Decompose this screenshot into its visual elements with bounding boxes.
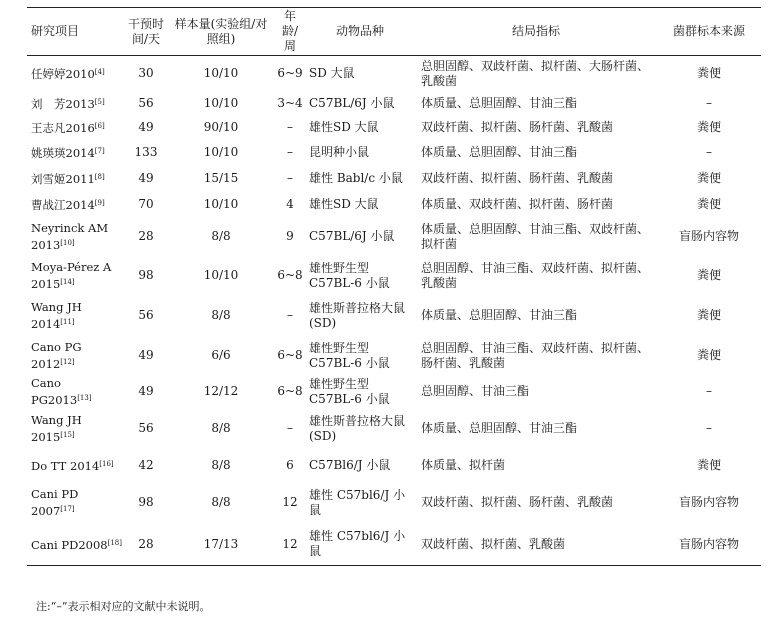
outcome-cell: 双歧杆菌、拟杆菌、肠杆菌、乳酸菌 (421, 495, 614, 509)
age-cell: 3~4 (277, 96, 303, 110)
time-cell: 70 (138, 197, 154, 211)
table-row (27, 56, 761, 92)
outcome-cell: 双歧杆菌、拟杆菌、乳酸菌 (415, 524, 657, 566)
sample-cell: 8/8 (211, 229, 231, 243)
sample-cell: 10/10 (203, 66, 239, 81)
outcome-cell: 总胆固醇、甘油三酯、双歧杆菌、拟杆菌、乳酸菌 (421, 260, 650, 290)
time-cell: 133 (134, 145, 158, 159)
outcome-cell: 体质量、总胆固醇、甘油三酯 (421, 145, 578, 159)
source-cell: 盲肠内容物 (678, 229, 739, 243)
time-cell: 56 (138, 308, 154, 322)
header-outcome: 结局指标 (415, 8, 657, 56)
species-cell: 雄性野生型 C57BL-6 小鼠 (309, 376, 390, 406)
table-row (27, 450, 761, 482)
species-cell: 昆明种小鼠 (309, 145, 370, 159)
sample-cell: 8/8 (211, 308, 231, 322)
species-cell: C57Bl6/J 小鼠 (309, 458, 391, 472)
sample-cell: 90/10 (203, 120, 239, 134)
outcome-cell: 双歧杆菌、拟杆菌、肠杆菌、乳酸菌 (421, 171, 614, 185)
outcome-cell: 体质量、总胆固醇、甘油三酯 (421, 96, 578, 110)
age-cell: 9 (286, 229, 294, 243)
project-cell (27, 524, 125, 566)
species-cell: 雄性SD 大鼠 (309, 197, 379, 211)
sample-cell: 10/10 (203, 96, 239, 110)
table-row (27, 336, 761, 376)
table-row (27, 524, 761, 566)
outcome-cell: 双歧杆菌、拟杆菌、肠杆菌、乳酸菌 (421, 120, 614, 134)
species-cell: 雄性野生型 C57BL-6 小鼠 (309, 340, 390, 370)
study-name: 刘 芳2013 (31, 97, 95, 111)
project-cell (27, 116, 125, 140)
time-cell: 49 (138, 171, 154, 185)
study-name: Cani PD 2007 (31, 486, 79, 518)
species-cell: 雄性 C57bl6/J 小鼠 (309, 487, 406, 517)
time-cell: 49 (138, 384, 154, 398)
project-cell (27, 92, 125, 116)
source-cell: 粪便 (696, 348, 721, 362)
time-cell: 98 (138, 268, 154, 282)
age-cell: 6~8 (277, 384, 303, 398)
table-row (27, 116, 761, 140)
project-cell (27, 376, 125, 408)
outcome-cell: 体质量、拟杆菌 (421, 458, 506, 472)
table-row (27, 376, 761, 408)
source-cell: 粪便 (696, 458, 721, 472)
table-row (27, 256, 761, 296)
reference-marker: [14] (60, 277, 75, 286)
study-name: Wang JH 2015 (31, 412, 82, 444)
table-row (27, 296, 761, 336)
table-row (27, 218, 761, 256)
study-name: Do TT 2014 (31, 459, 100, 473)
source-cell: – (706, 145, 712, 159)
reference-marker: [7] (94, 147, 105, 155)
study-name: Cano PG 2012 (31, 339, 82, 371)
source-cell: 粪便 (696, 197, 721, 211)
study-name: 王志凡2016 (31, 121, 95, 135)
reference-marker: [17] (60, 504, 75, 513)
time-cell: 56 (138, 421, 154, 435)
species-cell: C57BL/6J 小鼠 (309, 96, 395, 110)
table-note: 注:“–”表示相对应的文献中未说明。 (36, 600, 211, 613)
reference-marker: [16] (99, 460, 114, 468)
age-cell: 12 (282, 495, 298, 509)
project-cell (27, 140, 125, 166)
reference-marker: [8] (94, 173, 105, 181)
header-row (27, 8, 761, 56)
project-cell (27, 296, 125, 336)
reference-marker: [13] (77, 393, 92, 402)
source-cell: 粪便 (696, 120, 721, 134)
sample-cell: 10/10 (203, 268, 239, 282)
study-name: Cani PD2008 (31, 537, 108, 552)
age-cell: 12 (275, 524, 305, 566)
time-cell: 42 (138, 458, 154, 472)
reference-marker: [15] (60, 430, 75, 439)
source-cell: 盲肠内容物 (678, 495, 739, 509)
table-row (27, 166, 761, 192)
species-cell: 雄性 C57bl6/J 小鼠 (305, 524, 415, 566)
source-cell: 粪便 (696, 66, 721, 81)
species-cell: 雄性野生型 C57BL-6 小鼠 (309, 260, 390, 290)
sample-cell: 15/15 (203, 171, 239, 185)
project-cell (27, 482, 125, 524)
source-cell: 盲肠内容物 (657, 524, 761, 566)
reference-marker: [4] (94, 68, 105, 77)
source-cell: – (706, 421, 712, 435)
reference-marker: [5] (94, 98, 105, 106)
species-cell: 雄性SD 大鼠 (309, 120, 379, 134)
reference-marker: [12] (60, 357, 75, 366)
age-cell: 4 (286, 197, 294, 211)
study-name: Moya-Pérez A 2015 (31, 259, 112, 291)
table-row (27, 192, 761, 218)
study-name: 刘雪姬2011 (31, 172, 95, 186)
age-cell: 6~8 (277, 268, 303, 282)
outcome-cell: 体质量、双歧杆菌、拟杆菌、肠杆菌 (421, 197, 614, 211)
time-cell: 28 (125, 524, 167, 566)
study-name: 曹战江2014 (31, 198, 95, 212)
outcome-cell: 总胆固醇、甘油三酯 (421, 384, 530, 398)
project-cell (27, 408, 125, 450)
study-name: Wang JH 2014 (31, 299, 82, 331)
table-row (27, 482, 761, 524)
species-cell: 雄性 Babl/c 小鼠 (309, 171, 403, 185)
project-cell (27, 218, 125, 256)
reference-marker: [6] (94, 122, 105, 130)
sample-cell: 10/10 (203, 145, 239, 159)
outcome-cell: 体质量、总胆固醇、甘油三酯、双歧杆菌、拟杆菌 (421, 221, 650, 251)
table-row (27, 408, 761, 450)
time-cell: 28 (138, 229, 154, 243)
source-cell: 粪便 (696, 308, 721, 322)
reference-marker: [18] (107, 538, 122, 547)
age-cell: – (287, 120, 293, 134)
outcome-cell: 总胆固醇、甘油三酯、双歧杆菌、拟杆菌、肠杆菌、乳酸菌 (421, 340, 650, 370)
project-cell (27, 192, 125, 218)
reference-marker: [9] (94, 199, 105, 207)
sample-cell: 6/6 (211, 348, 231, 362)
header-age: 年龄/周 (275, 8, 305, 56)
age-cell: 6~8 (277, 348, 303, 362)
project-cell (27, 336, 125, 376)
species-cell: SD 大鼠 (309, 66, 355, 81)
species-cell: 雄性斯普拉格大鼠(SD) (309, 300, 406, 330)
header-species: 动物品种 (305, 8, 415, 56)
time-cell: 49 (138, 120, 154, 134)
species-cell: 雄性斯普拉格大鼠(SD) (309, 413, 406, 443)
study-name: Neyrinck AM 2013 (31, 220, 109, 252)
sample-cell: 8/8 (211, 495, 231, 509)
study-name: 姚瑛瑛2014 (31, 146, 95, 160)
study-name: 任婷婷2010 (31, 67, 95, 82)
header-time: 干预时间/天 (125, 8, 167, 56)
study-table (27, 7, 761, 566)
source-cell: – (706, 384, 712, 398)
project-cell (27, 450, 125, 482)
header-source: 菌群标本来源 (657, 8, 761, 56)
sample-cell: 10/10 (203, 197, 239, 211)
age-cell: – (287, 308, 293, 322)
source-cell: – (706, 96, 712, 110)
sample-cell: 17/13 (167, 524, 275, 566)
time-cell: 30 (138, 66, 154, 81)
reference-marker: [10] (60, 238, 75, 247)
age-cell: 6~9 (277, 66, 303, 81)
study-name: Cano PG2013 (31, 375, 78, 407)
project-cell (27, 256, 125, 296)
sample-cell: 8/8 (211, 421, 231, 435)
outcome-cell: 体质量、总胆固醇、甘油三酯 (421, 421, 578, 435)
project-cell (27, 56, 125, 92)
age-cell: 6 (286, 458, 294, 472)
table-row (27, 140, 761, 166)
source-cell: 粪便 (696, 171, 721, 185)
sample-cell: 8/8 (211, 458, 231, 472)
age-cell: – (287, 145, 293, 159)
time-cell: 49 (138, 348, 154, 362)
outcome-cell: 总胆固醇、双歧杆菌、拟杆菌、大肠杆菌、乳酸菌 (421, 58, 650, 88)
time-cell: 98 (138, 495, 154, 509)
table-row (27, 92, 761, 116)
species-cell: C57BL/6J 小鼠 (309, 229, 395, 243)
sample-cell: 12/12 (203, 384, 239, 398)
header-project: 研究项目 (27, 8, 125, 56)
outcome-cell: 体质量、总胆固醇、甘油三酯 (421, 308, 578, 322)
source-cell: 粪便 (696, 268, 721, 282)
project-cell (27, 166, 125, 192)
reference-marker: [11] (60, 317, 75, 326)
age-cell: – (287, 171, 293, 185)
header-sample: 样本量(实验组/对照组) (167, 8, 275, 56)
time-cell: 56 (138, 96, 154, 110)
age-cell: – (287, 421, 293, 435)
